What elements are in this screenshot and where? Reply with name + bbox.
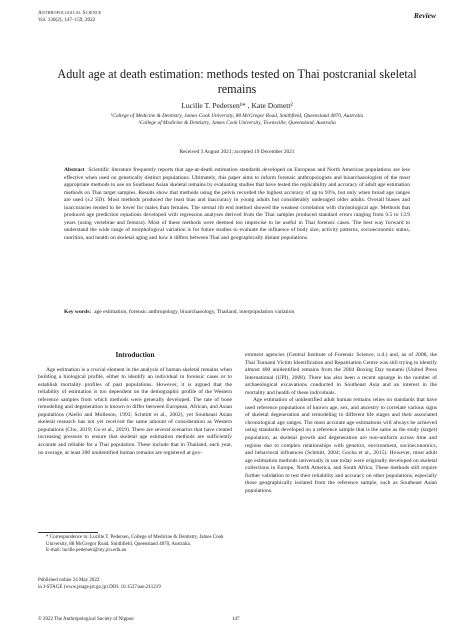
correspondence-email: E-mail: lucille.pedersen@my.jcu.edu.au: [46, 548, 127, 554]
left-column: [38, 352, 232, 457]
received-dates: Received 3 August 2021; accepted 19 December 2021: [179, 149, 295, 155]
abstract-label: Abstract: [64, 167, 85, 173]
intro-paragraph-2: Age estimation of unidentified adult human remains relies on standards that have used reference populations of known age, sex, and ancestry to correlate various signs of skeletal degeneration and remodeling to different life stages and their associated chronological age ranges. The most accurate age estimations will always be achieved using standards developed on a reference sample that is the same as the study (target) population, as skeletal growth and degeneration are non-uniform across time and regions due to complex relationships with genetics, environment, socioeconomics, and behavioral influences (Schmitt, 2004; Gocha et al., 2015). However, most adult age estimation methods universally in use today were originally developed on skeletal collections in Europe, North America, and South Africa. These methods still require further validation to test their reliability and accuracy on other populations, especially those geographically isolated from the reference sample, such as Southeast Asian populations.: [245, 397, 437, 494]
keywords-label: Key words:: [64, 309, 92, 315]
affiliation-2: ²College of Medicine & Dentistry, James Cook University, Townsville, Queensland, Australia: [138, 119, 336, 126]
abstract-text: Scientific literature frequently reports that age-at-death estimation standards developed on European and North American populations are less effective when used on genetically distinct populations. Ultimately, this paper aims to inform forensic anthropologists and bioarchaeologists of the most appropriate methods to use on Southeast Asian skeletal remains by evaluating studies that have tested the replicability and accuracy of adult age estimation methods on Thai target samples. Results show that methods using the pelvis recorded the highest accuracy of up to 93%, but only when broad age ranges are used (±2 SD). Most methods produced the least bias and inaccuracy in young adults but considerably underaged older adults. Overall biases and inaccuracies tended to be lower for males than females. The sternal rib end method showed the weakest correlation with chronological age. Methods that produced age prediction equations developed with regression analyses derived from the Thai samples produced standard errors ranging from 9.5 to 13.9 years (using vertebrae and femora). Most of these methods were deemed too imprecise to be useful in Thai forensic cases. The best way forward to understand the wide range of morphological variation is for future studies to evaluate the influence of body size, activity patterns, socioeconomic status, nutrition, and health on skeletal aging and how it differs between Thai and geographically distant populations.: [64, 167, 410, 241]
article-authors: Lucille T. Pedersen¹* , Kate Domett²: [181, 101, 293, 110]
publication-info: [38, 578, 161, 591]
keywords: [64, 309, 410, 317]
doi-line: in J-STAGE (www.jstage.jst.go.jp) DOI: 10.1537/ase.211219: [38, 584, 161, 590]
copyright-notice: © 2022 The Anthropological Society of Nippon: [38, 617, 134, 622]
published-online: Published online 24 May 2022: [38, 578, 100, 583]
footnote-divider: [38, 532, 98, 533]
affiliations: [38, 113, 436, 127]
correspondence-footnote: [38, 535, 232, 555]
section-heading-introduction: Introduction: [115, 351, 155, 359]
journal-header: [38, 10, 101, 24]
page-number: 147: [232, 617, 240, 622]
journal-name: Anthropological Science: [38, 10, 102, 16]
intro-paragraph-1: Age estimation is a crucial element in the analysis of human skeletal remains when building a biological profile, either to identify an individual in forensic cases or to establish mortality profiles of past populations. However, it is argued that the reliability of estimation is too dependent on the demographic profile of the Western reference samples from which methods were generally developed. The rate of bone remodeling and degeneration is known to differ between European, African, and Asian populations (Aiello and Molleson, 1993; Schmitt et al., 2002), yet Southeast Asian skeletal research has not yet received the same amount of consideration as Western populations (Cho, 2019; Go et al., 2019). There are several scenarios that have created increasing pressure to ensure that skeletal age estimation methods are sufficiently accurate and reliable for a Thai population. These include that in Thailand, each year, on average, at least 200 unidentified human remains are registered at gov-: [38, 366, 232, 456]
keywords-text: age estimation, forensic anthropology, bioarchaeology, Thailand, interpopulation variation: [94, 309, 295, 315]
section-label: Review: [413, 11, 436, 20]
article-title: Adult age at death estimation: methods tested on Thai postcranial skeletal remains: [57, 67, 417, 96]
intro-paragraph-continued: ernment agencies (Central Institute of Forensic Science, n.d.) and, as of 2008, the Thai Tsunami Victim Identification and Repatriation Centre was still trying to identify almost 400 unidentified remains from the 2004 Boxing Day tsunami (United Press International (UPI), 2008). There has also been a recent upsurge in the number of archaeological excavations conducted in Southeast Asia and an interest in the mortality and health of these individuals.: [245, 352, 437, 396]
correspondence-text: * Correspondence to: Lucille T. Pedersen, College of Medicine & Dentistry, James Cook University, 88 McGregor Road, Smithfield, Queensland 4870, Australia.: [46, 535, 224, 547]
abstract: [64, 167, 410, 242]
right-column: [245, 352, 437, 495]
affiliation-1: ¹College of Medicine & Dentistry, James Cook University, 88 McGregor Road, Smithfield, Queensland 4870, Australia: [110, 113, 364, 119]
journal-volume: Vol. 130(2), 147–159, 2022: [38, 16, 96, 23]
